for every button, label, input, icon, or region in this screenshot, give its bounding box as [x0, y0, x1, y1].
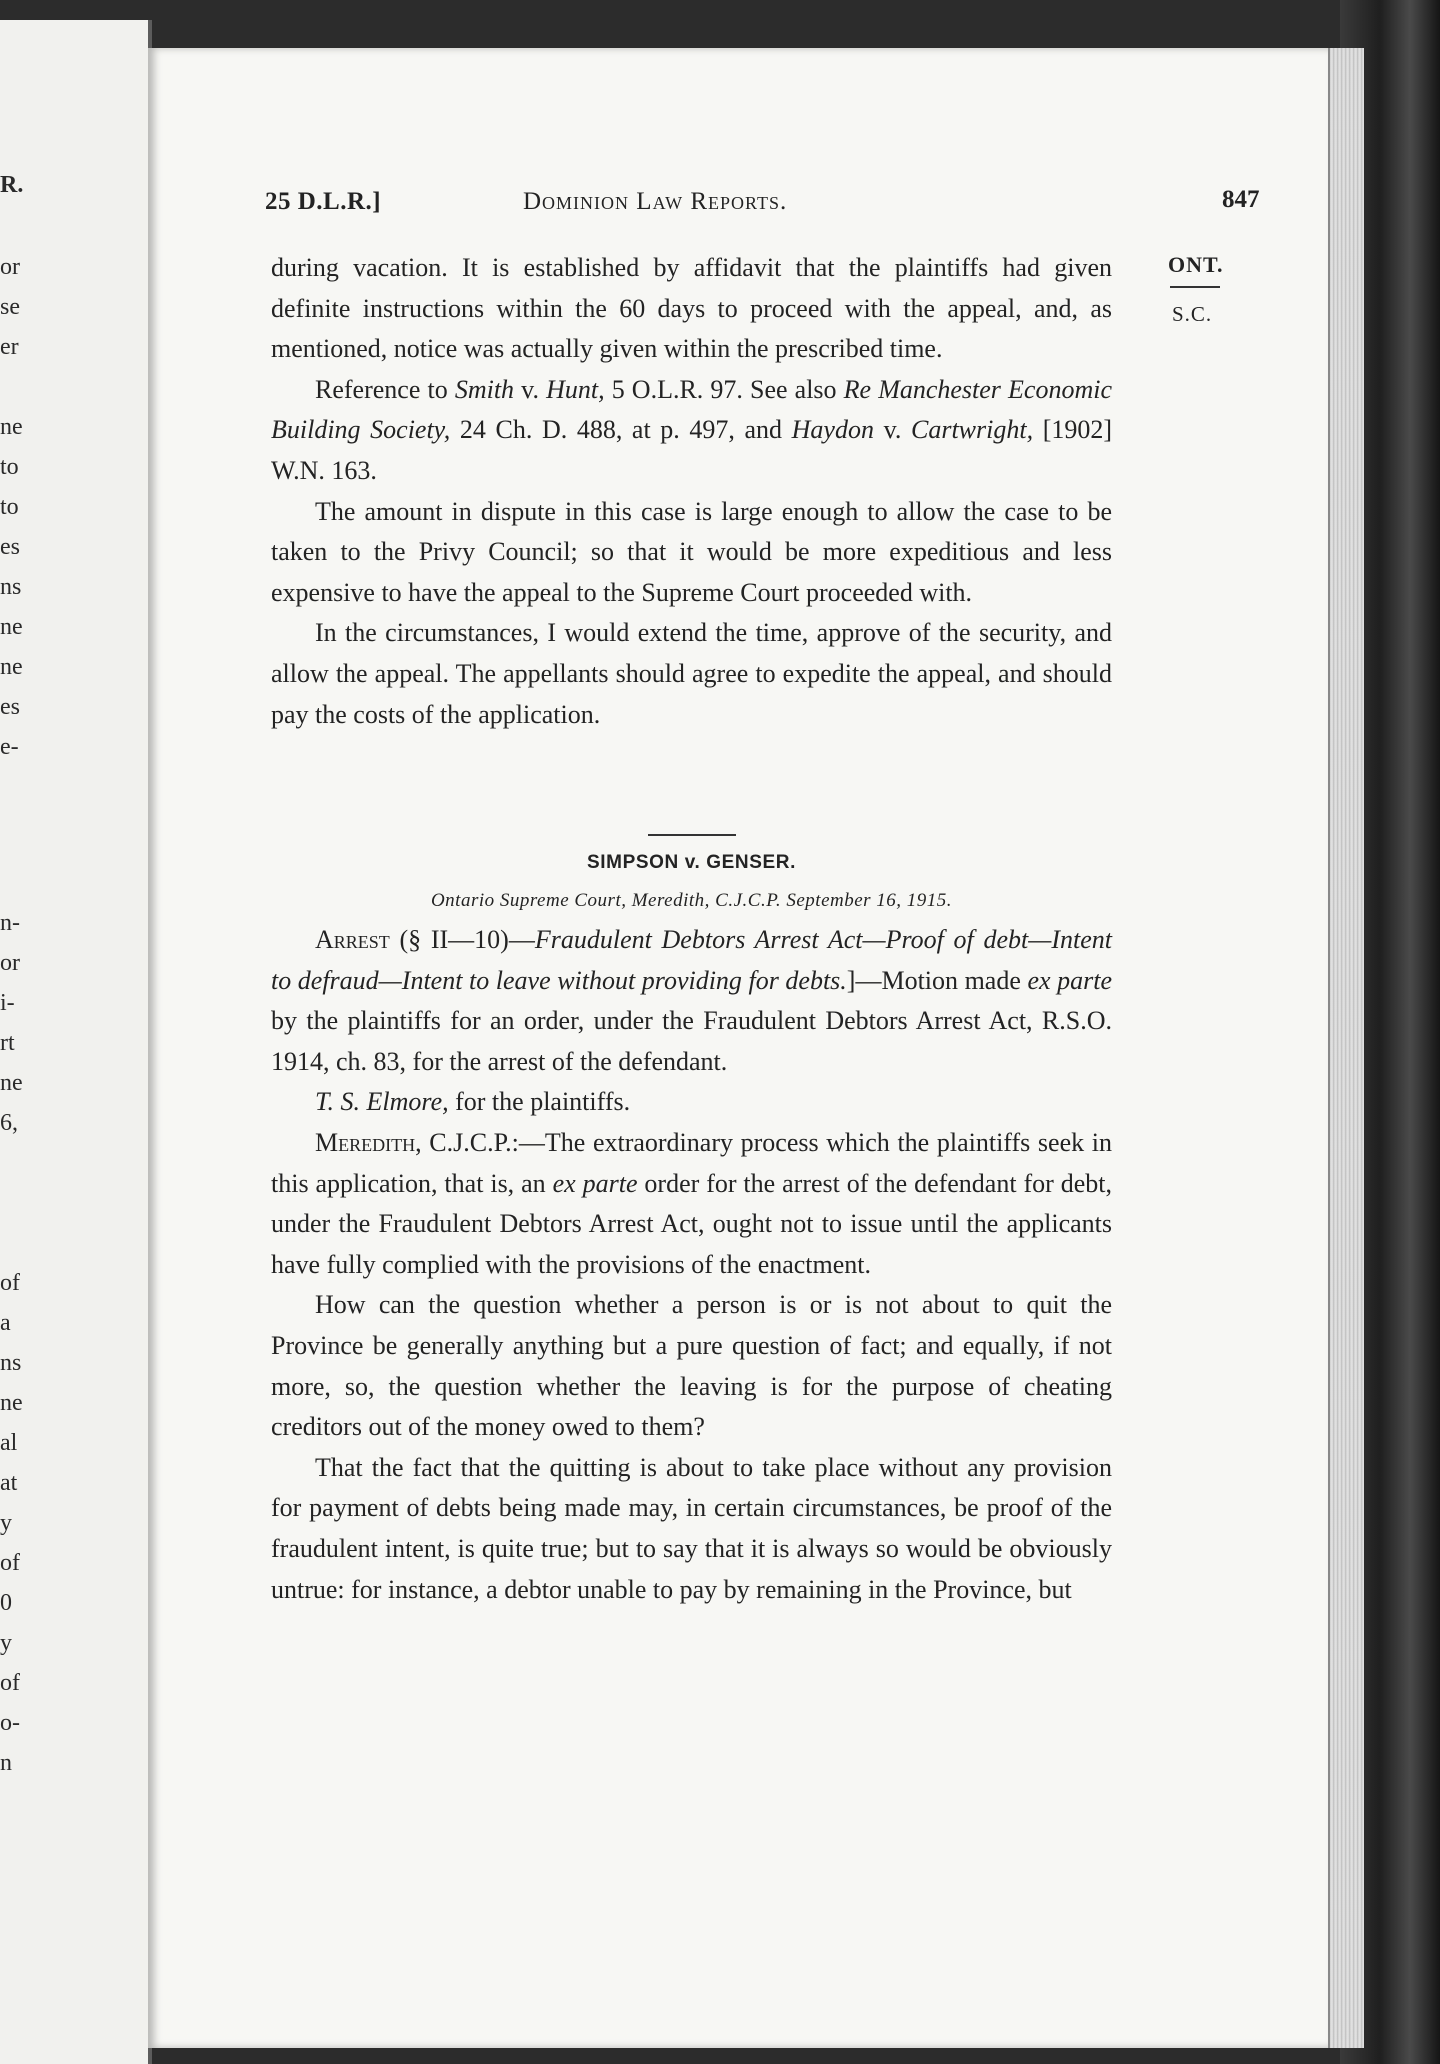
facing-page-fragment: i-	[0, 990, 15, 1016]
facing-page-fragment: to	[0, 454, 19, 480]
text: by the plaintiffs for an order, under the Fraudulent Debtors Arrest Act, R.S.O. 1914, ch. 83, for the arrest of the defendant.	[271, 1006, 1112, 1076]
facing-page-fragment: of	[0, 1270, 20, 1296]
facing-page-fragment: a	[0, 1310, 11, 1336]
case-body	[271, 920, 1112, 1610]
text: 5 O.L.R. 97. See also	[604, 374, 844, 404]
text: order for the arrest of the defendant for debt, under the Fraudulent Debtors Arrest Act, ought not to issue until the applicants have fully complied with the provisions of the enactment.	[271, 1168, 1112, 1279]
facing-page-fragment: es	[0, 534, 20, 560]
facing-page-fragment: al	[0, 1430, 18, 1456]
facing-page-fragment: 0	[0, 1590, 12, 1616]
facing-page-fragment: ne	[0, 414, 23, 440]
court-line: Ontario Supreme Court, Meredith, C.J.C.P. September 16, 1915.	[430, 890, 953, 911]
facing-page-fragment: ne	[0, 614, 23, 640]
paragraph: The amount in dispute in this case is large enough to allow the case to be taken to the Privy Council; so that it would be more expeditious and less expensive to have the appeal to the Supreme Court proceeded with.	[271, 496, 1112, 607]
text: (§ II—10)—	[389, 925, 535, 954]
page-number: 847	[1222, 186, 1260, 213]
facing-page-fragment: y	[0, 1510, 12, 1536]
page-stack-edge	[1328, 48, 1364, 2048]
counsel-name: T. S. Elmore,	[315, 1087, 449, 1117]
side-note-court: S.C.	[1172, 302, 1213, 326]
headnote-topic: Arrest	[315, 925, 390, 954]
running-header-volume: 25 D.L.R.]	[265, 188, 382, 215]
previous-case-text	[271, 248, 1112, 735]
facing-page-fragment: ns	[0, 1350, 22, 1376]
judgment-opening	[271, 1123, 1112, 1285]
case-separator-rule	[648, 834, 736, 836]
text: [1902] W.N. 163.	[271, 415, 1113, 485]
facing-page-fragment: rt	[0, 1030, 15, 1056]
text: C.J.C.P.:—The extraordinary process which the plaintiffs seek in this application, that is, an	[271, 1127, 1112, 1198]
facing-page-fragment: R.	[0, 172, 24, 198]
facing-page-fragment: ne	[0, 1070, 23, 1096]
facing-page-fragment: ne	[0, 1390, 23, 1416]
facing-page-fragment: se	[0, 294, 20, 320]
facing-page-fragment: of	[0, 1550, 20, 1576]
facing-page-fragment: at	[0, 1470, 18, 1496]
facing-page-fragment: or	[0, 950, 20, 976]
paragraph: In the circumstances, I would extend the time, approve of the security, and allow the appeal. The appellants should agree to expedite the appeal, and should pay the costs of the application.	[271, 618, 1112, 729]
text: for the plaintiffs.	[448, 1087, 631, 1117]
facing-page-fragment: 6,	[0, 1110, 18, 1136]
headnote-summary: Fraudulent Debtors Arrest Act—Proof of debt—Intent to defraud—Intent to leave without providing for debts.	[271, 925, 1112, 995]
text: v.	[514, 374, 547, 404]
facing-page-fragment: er	[0, 334, 19, 360]
text: v.	[873, 415, 911, 445]
counsel-line	[271, 1082, 1112, 1123]
case-name: Smith	[454, 374, 515, 404]
case-name: Hunt,	[546, 374, 605, 404]
latin-term: ex parte	[1027, 965, 1112, 995]
facing-page-edge	[0, 20, 152, 2064]
facing-page-fragment: o-	[0, 1710, 20, 1736]
latin-term: ex parte	[552, 1168, 638, 1198]
text: ]—Motion made	[846, 965, 1028, 995]
headnote	[271, 920, 1112, 1082]
facing-page-fragment: or	[0, 254, 20, 280]
facing-page-fragment: es	[0, 694, 20, 720]
case-title: SIMPSON v. GENSER.	[587, 852, 796, 873]
paragraph: during vacation. It is established by affidavit that the plaintiffs had given definite instructions within the 60 days to proceed with the appeal, and, as mentioned, notice was actually given within the prescribed time.	[271, 253, 1112, 364]
facing-page-fragment: ns	[0, 574, 22, 600]
facing-page-fragment: ne	[0, 654, 23, 680]
case-name: Cartwright,	[911, 415, 1034, 445]
side-note-province: ONT.	[1168, 252, 1224, 277]
facing-page-fragment: y	[0, 1630, 12, 1656]
facing-page-fragment: to	[0, 494, 19, 520]
paragraph: How can the question whether a person is or is not about to quit the Province be generally anything but a pure question of fact; and equally, if not more, so, the question whether the leaving is for the purpose of cheating creditors out of the money owed to them?	[271, 1290, 1112, 1442]
facing-page-fragment: n-	[0, 910, 20, 936]
facing-page-fragment: e-	[0, 734, 19, 760]
case-name: Re Manchester Economic Building Society,	[271, 374, 1112, 445]
judge-name: Meredith,	[315, 1127, 422, 1157]
running-header-title: Dominion Law Reports.	[523, 188, 788, 215]
facing-page-fragment: n	[0, 1750, 12, 1776]
case-name: Haydon	[791, 415, 874, 445]
text: Reference to	[315, 374, 455, 404]
facing-page-fragment: of	[0, 1670, 20, 1696]
paragraph-reference	[271, 370, 1112, 492]
side-note-rule	[1170, 286, 1220, 288]
paragraph: That the fact that the quitting is about to take place without any provision for payment of debts being made may, in certain circumstances, be proof of the fraudulent intent, is quite true; but to say that it is always so would be obviously untrue: for instance, a debtor unable to pay by remaining in the Province, but	[271, 1452, 1112, 1604]
text: 24 Ch. D. 488, at p. 497, and	[450, 415, 792, 445]
